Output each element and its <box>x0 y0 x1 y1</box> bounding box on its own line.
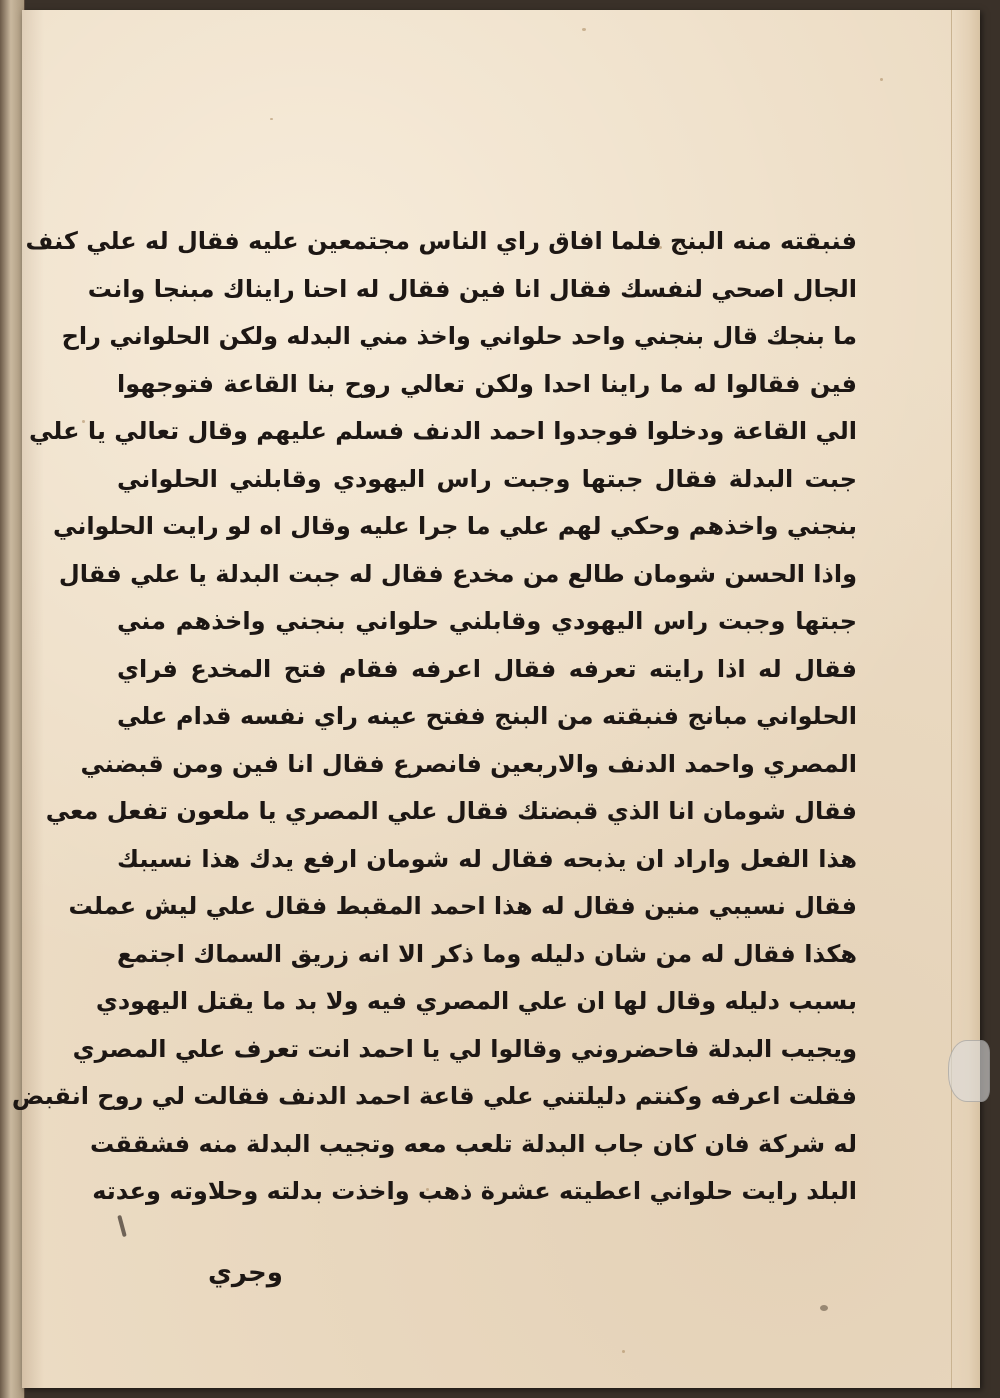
page-clip <box>948 1040 990 1102</box>
paper-fleck <box>880 78 883 81</box>
text-line: هذا الفعل واراد ان يذبحه فقال له شومان ارفع يدك هذا نسيبك <box>117 844 857 873</box>
text-line: بنجني واخذهم وحكي لهم علي ما جرا عليه وقال اه لو رايت الحلواني <box>53 512 857 540</box>
text-line: البلد رايت حلواني اعطيته عشرة ذهب واخذت بدلته وحلاوته وعدته <box>92 1177 857 1205</box>
catchword: وجري <box>208 1258 283 1288</box>
text-line: الي القاعة ودخلوا فوجدوا احمد الدنف فسلم عليهم وقال تعالي يا علي <box>29 417 857 445</box>
paper-fleck <box>270 118 273 120</box>
text-line: هكذا فقال له من شان دليله وما ذكر الا انه زريق السماك اجتمع <box>117 939 857 968</box>
text-line: فقال له اذا رايته تعرفه فقال اعرفه فقام فتح المخدع فراي <box>117 654 857 683</box>
text-line: المصري واحمد الدنف والاربعين فانصرع فقال انا فين ومن قبضني <box>80 749 857 778</box>
text-line: الحلواني مبانج فنبقته من البنج ففتح عينه راي نفسه قدام علي <box>117 702 857 730</box>
text-line: ما بنجك قال بنجني واحد حلواني واخذ مني البدله ولكن الحلواني راح <box>61 322 857 350</box>
text-line: الجال اصحي لنفسك فقال انا فين فقال له احنا رايناك مبنجا وانت <box>87 274 857 303</box>
paper-fleck <box>622 1350 625 1353</box>
ink-mark <box>117 1215 127 1237</box>
text-line: جبتها وجبت راس اليهودي وقابلني حلواني بنجني واخذهم مني <box>117 607 857 635</box>
page-right-edge <box>951 10 980 1388</box>
text-line: فقال نسيبي منين فقال له هذا احمد المقبط فقال علي ليش عملت <box>68 892 857 920</box>
text-line: له شركة فان كان جاب البدلة تلعب معه وتجيب البدلة منه فشققت <box>90 1129 857 1158</box>
paper-fleck <box>582 28 586 31</box>
paper-fleck <box>820 1305 828 1311</box>
text-line: واذا الحسن شومان طالع من مخدع فقال له جبت البدلة يا علي فقال <box>58 559 857 588</box>
text-line: فقال شومان انا الذي قبضتك فقال علي المصري يا ملعون تفعل معي <box>45 797 857 825</box>
text-line: ويجيب البدلة فاحضروني وقالوا لي يا احمد انت تعرف علي المصري <box>72 1034 857 1063</box>
manuscript-page <box>11 10 980 1388</box>
text-line: فقلت اعرفه وكنتم دليلتني علي قاعة احمد الدنف فقالت لي روح انقبض <box>11 1082 857 1110</box>
text-line: فنبقته منه البنج فلما افاق راي الناس مجتمعين عليه فقال له علي كنف <box>25 227 857 255</box>
text-line: فين فقالوا له ما راينا احدا ولكن تعالي روح بنا القاعة فتوجهوا <box>117 369 857 398</box>
text-line: جبت البدلة فقال جبتها وجبت راس اليهودي وقابلني الحلواني <box>117 464 857 493</box>
manuscript-text <box>11 218 857 1216</box>
text-line: بسبب دليله وقال لها ان علي المصري فيه ولا بد ما يقتل اليهودي <box>95 987 857 1015</box>
